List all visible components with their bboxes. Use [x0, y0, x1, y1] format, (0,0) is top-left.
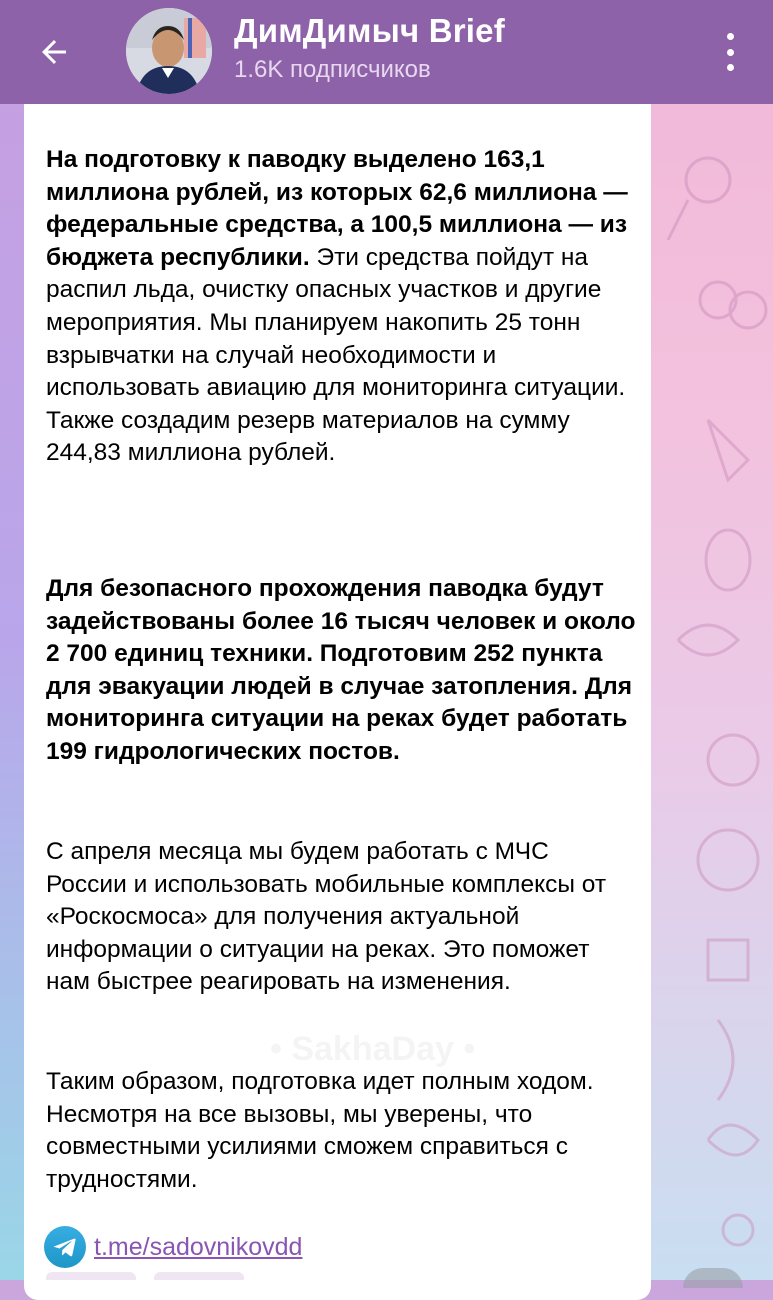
channel-link-row: [44, 1226, 302, 1268]
chat-background-left: [0, 0, 24, 1280]
paragraph-4-text: Таким образом, подготовка идет полным ходом. Несмотря на все вызовы, мы уверены, что совместными усилиями сможем справиться с трудностями.: [46, 1068, 594, 1193]
chat-wallpaper-doodles: [648, 0, 773, 1280]
more-vertical-icon: [727, 33, 734, 40]
avatar-photo: [126, 8, 212, 94]
back-button[interactable]: [30, 28, 78, 76]
channel-title[interactable]: ДимДимыч Brief: [234, 12, 505, 49]
message-paragraph-1: [46, 144, 636, 470]
more-options-button[interactable]: [715, 28, 745, 76]
reactions-peek: [46, 1272, 296, 1280]
paragraph-1-text: Эти средства пойдут на распил льда, очистку опасных участков и другие мероприятия. Мы планируем накопить 25 тонн взрывчатки на случай необходимости и использовать авиацию для мониторинга ситуации. Также создадим резерв материалов на сумму 244,83 миллиона рублей.: [46, 243, 626, 467]
paragraph-1-bold: На подготовку к паводку выделено 163,1 миллиона рублей, из которых 62,6 миллиона — федеральные средства, а 100,5 миллиона — из бюджета республики.: [46, 146, 628, 271]
channel-link[interactable]: t.me/sadovnikovdd: [94, 1232, 303, 1261]
telegram-icon: [44, 1226, 86, 1268]
wallpaper-watermark: • SakhaDay •: [270, 1030, 476, 1068]
paragraph-2-bold: Для безопасного прохождения паводка будут задействованы более 16 тысяч человек и около 2 700 единиц техники. Подготовим 252 пункта для эвакуации людей в случае затопления. Для мониторинга ситуации на реках будет работать 199 гидрологических постов.: [46, 575, 636, 765]
channel-avatar[interactable]: [126, 8, 212, 94]
message-paragraph-2: [46, 573, 636, 769]
message-paragraph-4: [46, 1066, 636, 1196]
message-paragraph-3: [46, 836, 636, 999]
subscriber-count: 1.6K подписчиков: [234, 56, 431, 83]
arrow-left-icon: [36, 34, 72, 70]
paragraph-3-text: С апреля месяца мы будем работать с МЧС России и использовать мобильные комплексы от «Роскосмоса» для получения актуальной информации о ситуации на реках. Это поможет нам быстрее реагировать на изменения.: [46, 838, 607, 996]
scroll-down-button[interactable]: [683, 1268, 743, 1288]
channel-header: [0, 0, 773, 104]
